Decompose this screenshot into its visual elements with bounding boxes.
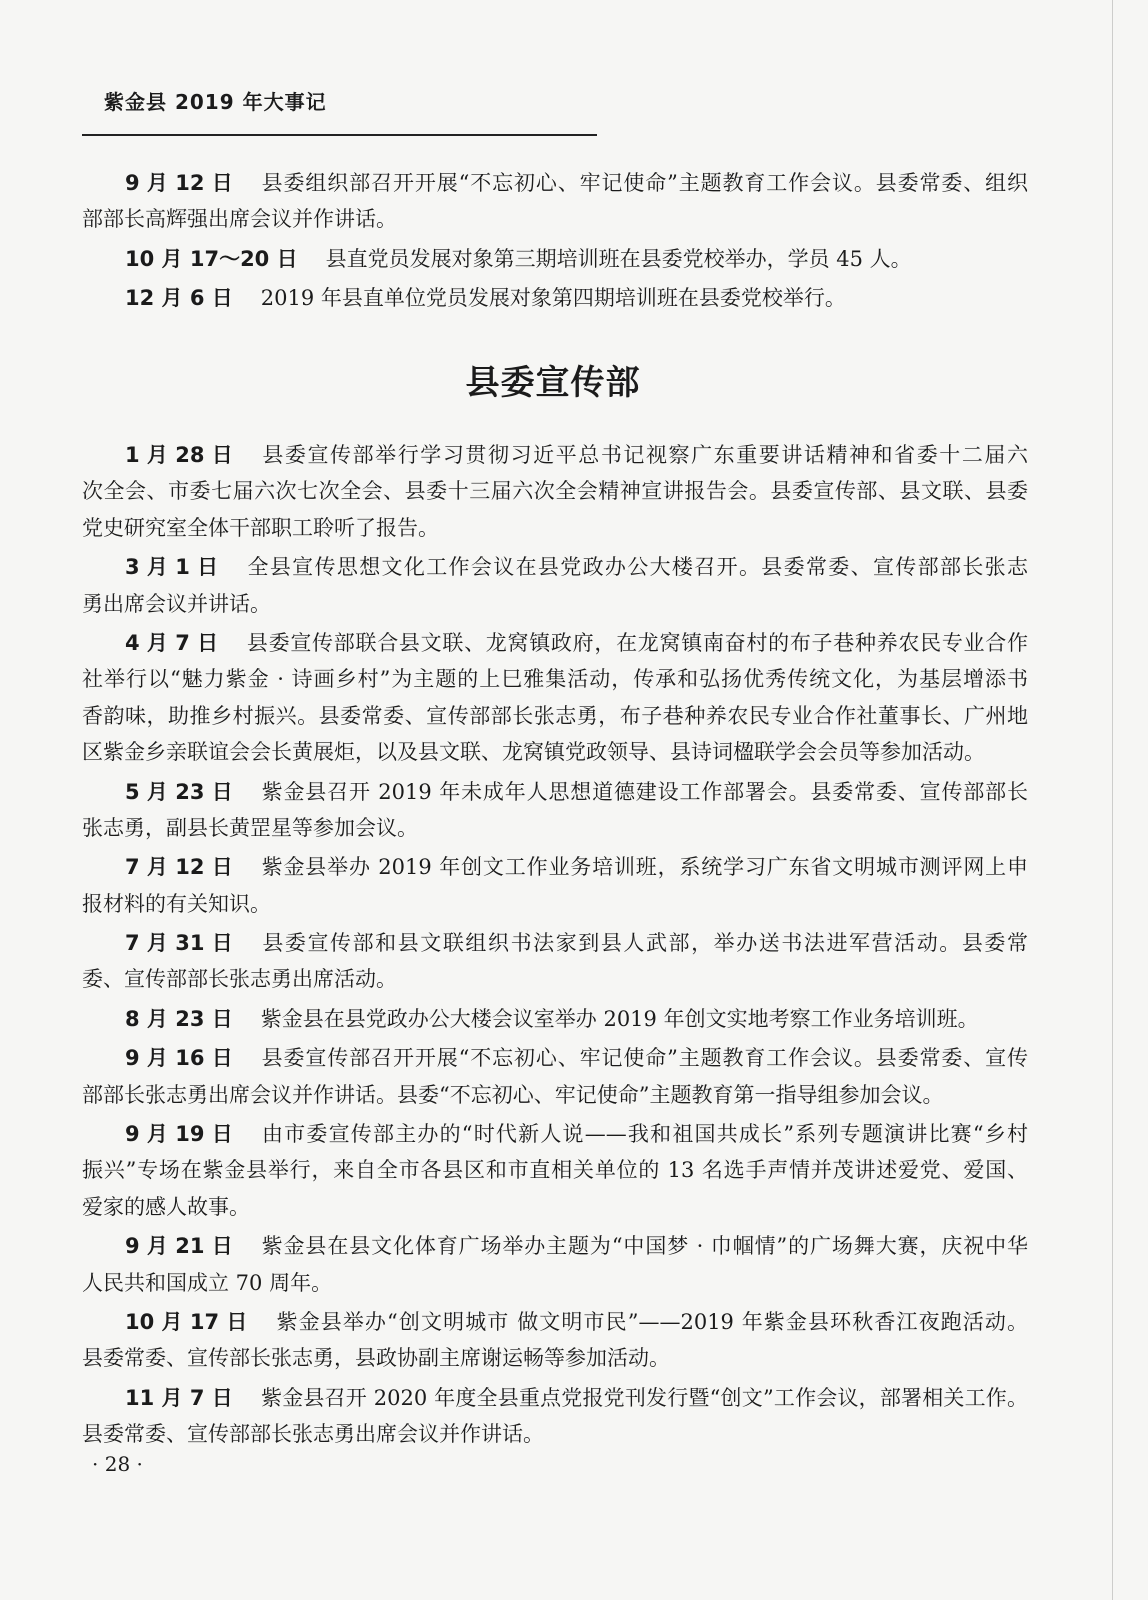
entry-line	[82, 734, 1028, 770]
chronicle-entry	[82, 549, 1028, 622]
entry-line	[82, 437, 1028, 473]
entry-line	[82, 810, 1028, 846]
entry-text: 县直党员发展对象第三期培训班在县委党校举办，学员 45 人。	[325, 246, 912, 271]
section-title: 县委宣传部	[465, 363, 641, 403]
chronicle-entry	[82, 1304, 1028, 1377]
chronicle-entry	[82, 1228, 1028, 1301]
entry-line	[82, 1304, 1028, 1340]
entry-text: 县委宣传部召开开展“不忘初心、牢记使命”主题教育工作会议。县委常委、宣传	[260, 1046, 1028, 1071]
entry-line	[82, 1077, 1028, 1113]
entry-date: 9 月 12 日	[125, 171, 233, 195]
entry-text: 县委宣传部联合县文联、龙窝镇政府，在龙窝镇南奋村的布子巷种养农民专业合作	[246, 630, 1028, 655]
chronicle-entry	[82, 849, 1028, 922]
entry-text: 2019 年县直单位党员发展对象第四期培训班在县委党校举行。	[260, 286, 846, 311]
entry-date: 7 月 12 日	[125, 855, 233, 880]
entry-line	[82, 201, 1028, 237]
entry-line	[82, 165, 1028, 201]
entry-date: 10 月 17 日	[125, 1309, 248, 1334]
entry-text: 紫金县在县文化体育广场举办主题为“中国梦 · 巾帼情”的广场舞大赛，庆祝中华	[260, 1234, 1028, 1259]
entry-text: 振兴”专场在紫金县举行，来自全市各县区和市直相关单位的 13 名选手声情并茂讲述爱党、爱国、	[82, 1158, 1028, 1183]
entry-line	[82, 1380, 1028, 1416]
entry-line	[82, 1040, 1028, 1076]
entry-text: 党史研究室全体干部职工聆听了报告。	[82, 515, 439, 540]
entry-line	[82, 510, 1028, 546]
entry-text: 香韵味，助推乡村振兴。县委常委、宣传部部长张志勇，布子巷种养农民专业合作社董事长、广州地	[82, 703, 1028, 728]
entry-text: 部部长张志勇出席会议并作讲话。县委“不忘初心、牢记使命”主题教育第一指导组参加会议。	[82, 1082, 944, 1107]
entry-text: 县委常委、宣传部长张志勇，县政协副主席谢运畅等参加活动。	[82, 1346, 670, 1371]
running-header-title: 紫金县 2019 年大事记	[104, 90, 327, 114]
entry-date: 12 月 6 日	[125, 286, 233, 311]
entry-text: 区紫金乡亲联谊会会长黄展炬，以及县文联、龙窝镇党政领导、县诗词楹联学会会员等参加活动。	[82, 740, 985, 765]
entry-line	[82, 661, 1028, 697]
page-number: · 28 ·	[92, 1452, 143, 1476]
entry-line	[82, 774, 1028, 810]
entry-date: 7 月 31 日	[125, 931, 233, 956]
entry-line	[82, 1116, 1028, 1152]
entry-line	[82, 1228, 1028, 1264]
entry-text: 紫金县召开 2020 年度全县重点党报党刊发行暨“创文”工作会议，部署相关工作。	[260, 1385, 1028, 1410]
entry-date: 9 月 21 日	[125, 1234, 233, 1259]
entry-text: 县委宣传部和县文联组织书法家到县人武部，举办送书法进军营活动。县委常	[260, 931, 1028, 956]
header-rule	[82, 134, 597, 136]
entry-text: 张志勇，副县长黄罡星等参加会议。	[82, 815, 418, 840]
entry-line	[82, 849, 1028, 885]
entry-text: 紫金县召开 2019 年未成年人思想道德建设工作部署会。县委常委、宣传部部长	[260, 779, 1028, 804]
entry-text: 部部长高辉强出席会议并作讲话。	[82, 207, 397, 232]
entry-text: 人民共和国成立 70 周年。	[82, 1270, 333, 1295]
entries-continued	[82, 162, 1028, 317]
entry-line	[82, 1189, 1028, 1225]
entry-date: 11 月 7 日	[125, 1385, 233, 1410]
entry-line	[82, 625, 1028, 661]
entry-text: 紫金县在县党政办公大楼会议室举办 2019 年创文实地考察工作业务培训班。	[260, 1006, 979, 1031]
entry-line	[82, 280, 1028, 316]
entry-text: 紫金县举办 2019 年创文工作业务培训班，系统学习广东省文明城市测评网上申	[260, 855, 1028, 880]
chronicle-entry	[82, 925, 1028, 998]
entry-line	[82, 586, 1028, 622]
chronicle-entry	[82, 241, 1028, 277]
entry-text: 由市委宣传部主办的“时代新人说——我和祖国共成长”系列专题演讲比赛“乡村	[260, 1122, 1028, 1147]
entry-line	[82, 886, 1028, 922]
chronicle-entry	[82, 625, 1028, 771]
entry-line	[82, 549, 1028, 585]
entry-line	[82, 698, 1028, 734]
entry-line	[82, 1001, 1028, 1037]
entry-date: 9 月 19 日	[125, 1122, 233, 1147]
section-entries	[82, 434, 1028, 1453]
entry-date: 4 月 7 日	[125, 630, 219, 655]
entry-line	[82, 961, 1028, 997]
chronicle-entry	[82, 774, 1028, 847]
chronicle-entry	[82, 1380, 1028, 1453]
entry-line	[82, 1152, 1028, 1188]
entry-text: 县委组织部召开开展“不忘初心、牢记使命”主题教育工作会议。县委常委、组织	[260, 171, 1028, 195]
entry-date: 5 月 23 日	[125, 779, 233, 804]
entry-text: 紫金县举办“创文明城市 做文明市民”——2019 年紫金县环秋香江夜跑活动。	[275, 1309, 1028, 1334]
entry-line	[82, 1265, 1028, 1301]
scan-edge-line	[1112, 0, 1113, 1600]
entry-text: 全县宣传思想文化工作会议在县党政办公大楼召开。县委常委、宣传部部长张志	[246, 555, 1028, 580]
entry-text: 县委宣传部举行学习贯彻习近平总书记视察广东重要讲话精神和省委十二届六	[260, 443, 1028, 467]
entry-line	[82, 473, 1028, 509]
chronicle-entry	[82, 437, 1028, 546]
chronicle-entry	[82, 1001, 1028, 1037]
entry-line	[82, 925, 1028, 961]
entry-date: 1 月 28 日	[125, 443, 233, 467]
chronicle-entry	[82, 1040, 1028, 1113]
entry-line	[82, 241, 1028, 277]
entry-text: 社举行以“魅力紫金 · 诗画乡村”为主题的上巳雅集活动，传承和弘扬优秀传统文化，为基层增添书	[82, 667, 1028, 692]
chronicle-entry	[82, 165, 1028, 238]
entry-date: 10 月 17～20 日	[125, 246, 298, 271]
entry-text: 委、宣传部部长张志勇出席活动。	[82, 967, 397, 992]
entry-line	[82, 1340, 1028, 1376]
entry-text: 县委常委、宣传部部长张志勇出席会议并作讲话。	[82, 1422, 544, 1447]
entry-text: 次全会、市委七届六次七次全会、县委十三届六次全会精神宣讲报告会。县委宣传部、县文联、县委	[82, 479, 1028, 504]
entry-date: 9 月 16 日	[125, 1046, 233, 1071]
entry-date: 8 月 23 日	[125, 1006, 233, 1031]
entry-line	[82, 1416, 1028, 1452]
chronicle-entry	[82, 280, 1028, 316]
entry-text: 报材料的有关知识。	[82, 891, 271, 916]
entry-text: 爱家的感人故事。	[82, 1194, 250, 1219]
chronicle-entry	[82, 1116, 1028, 1225]
entry-date: 3 月 1 日	[125, 555, 219, 580]
entry-text: 勇出席会议并讲话。	[82, 591, 271, 616]
